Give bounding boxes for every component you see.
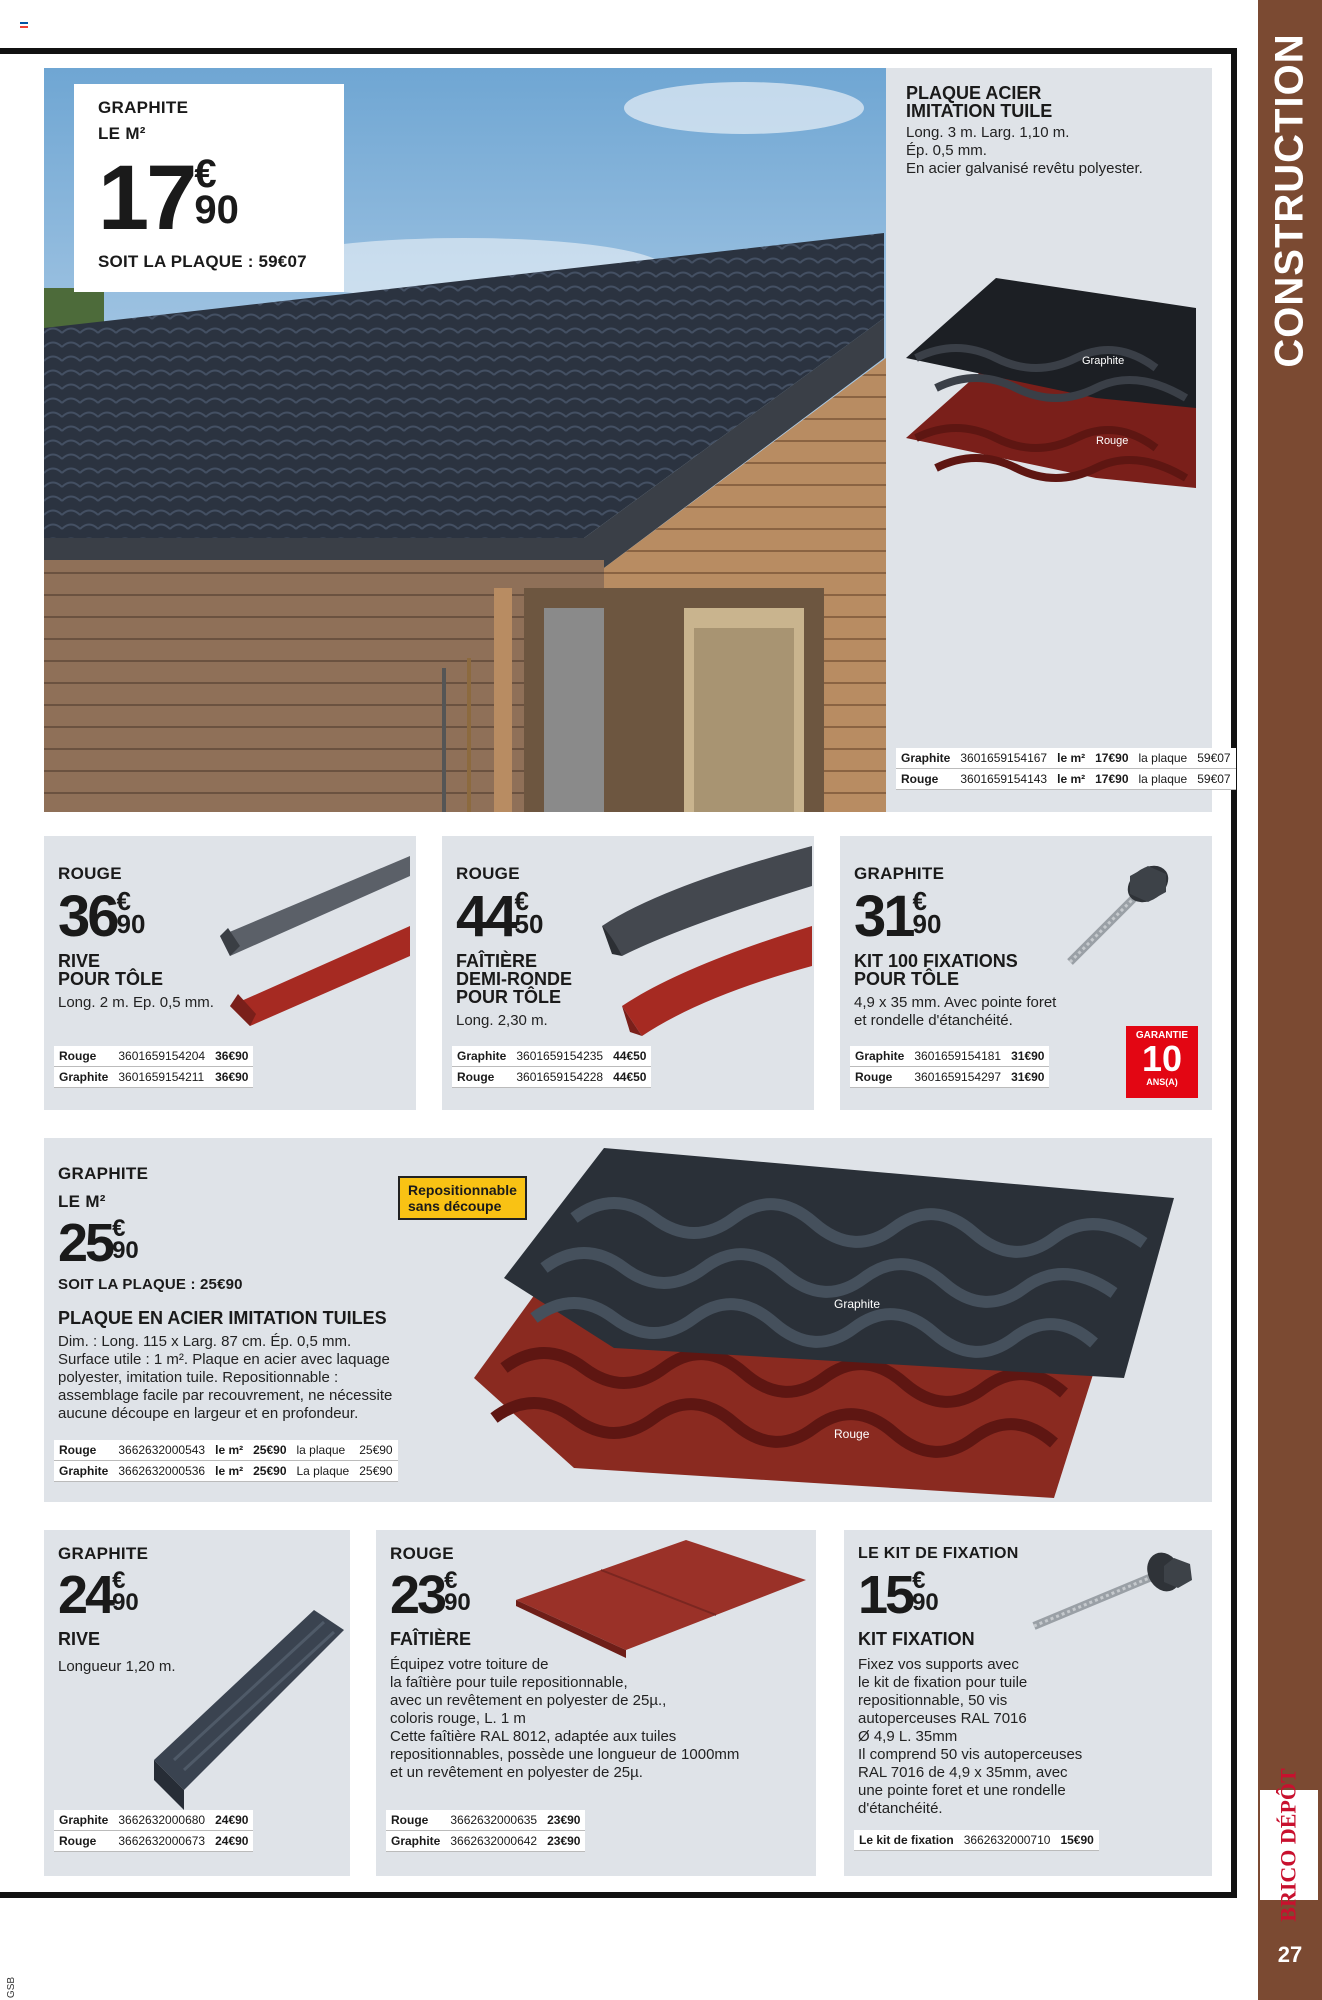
hero-price-box bbox=[74, 84, 344, 292]
table-row: Graphite 3662632000642 23€90 bbox=[386, 1831, 585, 1852]
product-desc: assemblage facile par recouvrement, ne nécessite bbox=[58, 1387, 393, 1404]
product-desc: repositionnable, 50 vis bbox=[858, 1692, 1008, 1709]
kit-fixation-panel bbox=[844, 1530, 1212, 1876]
product-title: FAÎTIÈRE bbox=[456, 951, 538, 971]
product-title: DEMI-RONDE bbox=[456, 969, 572, 989]
table-row: Rouge 3601659154143 le m² 17€90 la plaque 59€07 bbox=[896, 769, 1236, 790]
table-row: Rouge 3662632000635 23€90 bbox=[386, 1810, 585, 1831]
price: 31 € 90 bbox=[854, 884, 942, 949]
table-row: Graphite 3601659154167 le m² 17€90 la plaque 59€07 bbox=[896, 748, 1236, 769]
tile-plates-image bbox=[474, 1148, 1204, 1498]
product-desc: Dim. : Long. 115 x Larg. 87 cm. Ép. 0,5 mm. bbox=[58, 1333, 352, 1350]
product-desc: Ép. 0,5 mm. bbox=[906, 142, 987, 159]
product-title: KIT FIXATION bbox=[858, 1629, 975, 1649]
reference-table bbox=[386, 1810, 585, 1852]
product-desc: une pointe foret et une rondelle bbox=[858, 1782, 1066, 1799]
product-title: FAÎTIÈRE bbox=[390, 1629, 472, 1649]
product-title: KIT 100 FIXATIONS bbox=[854, 951, 1018, 971]
product-title: IMITATION TUILE bbox=[906, 101, 1053, 121]
color-label: ROUGE bbox=[390, 1544, 454, 1563]
reference-table bbox=[850, 1046, 1049, 1088]
corner-code: GSB bbox=[6, 1976, 18, 1998]
reference-table bbox=[854, 1830, 1099, 1851]
product-title: PLAQUE EN ACIER IMITATION TUILES bbox=[58, 1308, 387, 1328]
table-row: Graphite 3601659154211 36€90 bbox=[54, 1067, 253, 1088]
sample-label: Graphite bbox=[1082, 355, 1125, 367]
product-desc: Il comprend 50 vis autoperceuses bbox=[858, 1746, 1083, 1763]
sample-label: Rouge bbox=[1096, 435, 1129, 447]
price: 24 € 90 bbox=[58, 1565, 139, 1625]
product-title: RIVE bbox=[58, 951, 101, 971]
product-desc: la faîtière pour tuile repositionnable, bbox=[390, 1674, 628, 1691]
product-desc: autoperceuses RAL 7016 bbox=[858, 1710, 1027, 1727]
table-row: Rouge 3662632000543 le m² 25€90 la plaque 25€90 bbox=[54, 1440, 398, 1461]
table-row: Graphite 3662632000536 le m² 25€90 La plaque 25€90 bbox=[54, 1461, 398, 1482]
unit-label: LE M² bbox=[58, 1192, 106, 1211]
price: 23 € 90 bbox=[390, 1565, 471, 1625]
product-title: POUR TÔLE bbox=[456, 987, 562, 1007]
table-row: Rouge 3601659154297 31€90 bbox=[850, 1067, 1049, 1088]
product-desc: Longueur 1,20 m. bbox=[58, 1658, 176, 1675]
guarantee-badge: GARANTIE 10 ANS(A) bbox=[1126, 1026, 1198, 1098]
product-desc: Long. 2,30 m. bbox=[456, 1012, 548, 1029]
hero-panel bbox=[44, 68, 1231, 812]
table-row: Graphite 3601659154235 44€50 bbox=[452, 1046, 651, 1067]
color-label: GRAPHITE bbox=[854, 864, 945, 883]
price: 15 € 90 bbox=[858, 1565, 939, 1625]
table-row: Rouge 3662632000673 24€90 bbox=[54, 1831, 253, 1852]
table-row: Rouge 3601659154204 36€90 bbox=[54, 1046, 253, 1067]
product-title: PLAQUE ACIER bbox=[906, 83, 1042, 103]
screw-image bbox=[1060, 852, 1190, 972]
rive-product-image bbox=[220, 856, 410, 1036]
faitiere-panel bbox=[376, 1530, 816, 1876]
color-label: LE KIT DE FIXATION bbox=[858, 1545, 1019, 1562]
product-title: RIVE bbox=[58, 1629, 101, 1649]
hero-info bbox=[886, 68, 1231, 812]
sample-label: Graphite bbox=[834, 1297, 881, 1311]
reference-table bbox=[452, 1046, 651, 1088]
product-desc: polyester, imitation tuile. Repositionnable : bbox=[58, 1369, 339, 1386]
price: 17 € 90 bbox=[98, 147, 239, 249]
flag-icon bbox=[20, 22, 28, 28]
rive-panel bbox=[44, 1530, 350, 1876]
product-desc: Long. 3 m. Larg. 1,10 m. bbox=[906, 124, 1070, 141]
product-desc: coloris rouge, L. 1 m bbox=[390, 1710, 526, 1727]
reference-table bbox=[54, 1046, 253, 1088]
table-row: Le kit de fixation 3662632000710 15€90 bbox=[854, 1830, 1099, 1851]
product-desc: En acier galvanisé revêtu polyester. bbox=[906, 160, 1143, 177]
plate-price: SOIT LA PLAQUE : 25€90 bbox=[58, 1276, 243, 1293]
tile-samples-image bbox=[896, 278, 1206, 498]
price: 36 € 90 bbox=[58, 884, 146, 949]
color-label: ROUGE bbox=[456, 864, 520, 883]
product-desc: Fixez vos supports avec bbox=[858, 1656, 1019, 1673]
product-desc: Long. 2 m. Ep. 0,5 mm. bbox=[58, 994, 214, 1011]
product-desc: 4,9 x 35 mm. Avec pointe foret bbox=[854, 994, 1057, 1011]
product-title: POUR TÔLE bbox=[58, 969, 164, 989]
kit-fixations-panel bbox=[840, 836, 1212, 1110]
color-label: GRAPHITE bbox=[98, 98, 189, 117]
rive-tole-panel bbox=[44, 836, 416, 1110]
product-desc: repositionnables, possède une longueur de 1000mm bbox=[390, 1746, 740, 1763]
screw-image bbox=[1024, 1546, 1204, 1636]
table-row: Graphite 3601659154181 31€90 bbox=[850, 1046, 1049, 1067]
faitiere-tole-panel bbox=[442, 836, 814, 1110]
product-desc: avec un revêtement en polyester de 25µ., bbox=[390, 1692, 667, 1709]
product-desc: et un revêtement en polyester de 25µ. bbox=[390, 1764, 643, 1781]
faitiere-product-image bbox=[602, 846, 812, 1046]
product-desc: Équipez votre toiture de bbox=[390, 1656, 549, 1673]
plate-price: SOIT LA PLAQUE : 59€07 bbox=[98, 252, 307, 271]
product-title: POUR TÔLE bbox=[854, 969, 960, 989]
price: 25 € 90 bbox=[58, 1213, 139, 1273]
product-desc: d'étanchéité. bbox=[858, 1800, 943, 1817]
table-row: Graphite 3662632000680 24€90 bbox=[54, 1810, 253, 1831]
product-desc: le kit de fixation pour tuile bbox=[858, 1674, 1028, 1691]
brand-logo: BRICO DÉPÔT bbox=[1260, 1790, 1318, 1900]
reference-table bbox=[896, 748, 1236, 790]
color-label: GRAPHITE bbox=[58, 1164, 149, 1183]
page-number: 27 bbox=[1277, 1942, 1303, 1967]
product-desc: Ø 4,9 L. 35mm bbox=[858, 1728, 958, 1745]
ridge-tile-image bbox=[516, 1540, 816, 1680]
unit-label: LE M² bbox=[98, 124, 146, 143]
product-desc: aucune découpe en largeur et en profondeur. bbox=[58, 1405, 359, 1422]
repositionable-tag: Repositionnable sans découpe bbox=[398, 1176, 527, 1220]
product-desc: Surface utile : 1 m². Plaque en acier avec laquage bbox=[58, 1351, 390, 1368]
color-label: GRAPHITE bbox=[58, 1544, 149, 1563]
reference-table bbox=[54, 1440, 398, 1482]
table-row: Rouge 3601659154228 44€50 bbox=[452, 1067, 651, 1088]
product-desc: et rondelle d'étanchéité. bbox=[854, 1012, 1013, 1029]
product-desc: RAL 7016 de 4,9 x 35mm, avec bbox=[858, 1764, 1068, 1781]
rive-profile-image bbox=[154, 1610, 344, 1810]
color-label: ROUGE bbox=[58, 864, 122, 883]
price: 44 € 50 bbox=[456, 884, 544, 949]
plaque-tuiles-panel bbox=[44, 1138, 1212, 1502]
reference-table bbox=[54, 1810, 253, 1852]
sample-label: Rouge bbox=[834, 1427, 870, 1441]
section-title: CONSTRUCTION bbox=[1267, 32, 1312, 368]
product-desc: Cette faîtière RAL 8012, adaptée aux tuiles bbox=[390, 1728, 677, 1745]
